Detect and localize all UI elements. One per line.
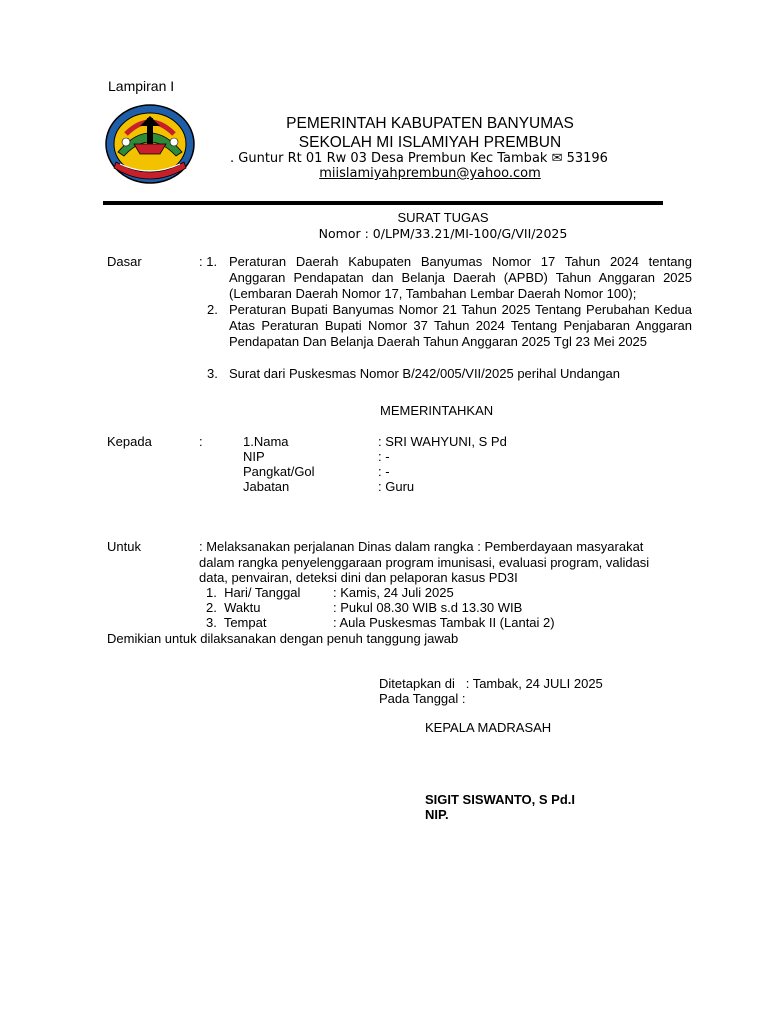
kepada-key-jabatan: Jabatan xyxy=(243,479,290,494)
ditetapkan-line: Ditetapkan di : Tambak, 24 JULI 2025 xyxy=(379,676,603,691)
untuk-key-tempat: 3. Tempat xyxy=(206,615,267,630)
letter-title: SURAT TUGAS xyxy=(397,210,489,225)
banyumas-emblem-icon xyxy=(104,104,196,186)
dasar-item-2-num: 2. xyxy=(207,302,218,317)
header-government: PEMERINTAH KABUPATEN BANYUMAS xyxy=(286,115,574,132)
header-divider xyxy=(103,201,663,205)
closing-statement: Demikian untuk dilaksanakan dengan penuh tanggung jawab xyxy=(107,631,459,646)
untuk-label: Untuk xyxy=(107,539,141,554)
letter-number: Nomor : 0/LPM/33.21/MI-100/G/VII/2025 xyxy=(318,226,568,241)
dasar-label: Dasar xyxy=(107,254,142,269)
dasar-item-2: Peraturan Bupati Banyumas Nomor 21 Tahun 2025 Tentang Perubahan Kedua Atas Peraturan Bupati Nomor 37 Tahun 2024 Tentang Penjabaran Anggaran Pendapatan Dan Belanja Daerah Tahun Anggaran 2025 Tgl 23 Mei 2025 xyxy=(229,302,692,349)
signer-nip: NIP. xyxy=(425,807,449,822)
untuk-key-waktu: 2. Waktu xyxy=(206,600,261,615)
untuk-line-3: data, penvairan, deteksi dini dan pelaporan kasus PD3I xyxy=(199,570,518,585)
dasar-item-3: Surat dari Puskesmas Nomor B/242/005/VII/2025 perihal Undangan xyxy=(229,366,620,381)
dasar-colon: : 1. xyxy=(199,254,218,269)
kepada-key-pangkat: Pangkat/Gol xyxy=(243,464,315,479)
untuk-line-2: dalam rangka penyelenggaraan program imunisasi, evaluasi program, validasi xyxy=(199,555,650,570)
dasar-item-3-num: 3. xyxy=(207,366,218,381)
header-school: SEKOLAH MI ISLAMIYAH PREMBUN xyxy=(298,134,562,151)
untuk-value-hari: : Kamis, 24 Juli 2025 xyxy=(333,585,454,600)
kepada-value-nama: : SRI WAHYUNI, S Pd xyxy=(378,434,507,449)
untuk-key-hari: 1. Hari/ Tanggal xyxy=(206,585,301,600)
kepada-colon: : xyxy=(199,434,203,449)
kepada-key-nama: 1.Nama xyxy=(243,434,289,449)
kepada-value-pangkat: : - xyxy=(378,464,390,479)
untuk-value-tempat: : Aula Puskesmas Tambak II (Lantai 2) xyxy=(333,615,555,630)
kepada-key-nip: NIP xyxy=(243,449,265,464)
kepala-madrasah-title: KEPALA MADRASAH xyxy=(425,720,552,735)
kepada-value-nip: : - xyxy=(378,449,390,464)
untuk-value-waktu: : Pukul 08.30 WIB s.d 13.30 WIB xyxy=(333,600,523,615)
lampiran-label: Lampiran I xyxy=(108,78,175,94)
kepada-label: Kepada xyxy=(107,434,152,449)
memerintahkan-heading: MEMERINTAHKAN xyxy=(380,403,494,418)
header-email-link[interactable]: miislamiyahprembun@yahoo.com xyxy=(319,166,541,181)
signer-name: SIGIT SISWANTO, S Pd.I xyxy=(425,792,576,807)
header-address: . Guntur Rt 01 Rw 03 Desa Prembun Kec Tambak ✉ 53196 xyxy=(230,151,608,166)
dasar-item-1: Peraturan Daerah Kabupaten Banyumas Nomor 17 Tahun 2024 tentang Anggaran Pendapatan dan Belanja Daerah (APBD) Tahun Anggaran 2025 (Lembaran Daerah Nomor 17, Tambahan Lembar Daerah Nomor 100); xyxy=(229,254,692,301)
pada-tanggal-line: Pada Tanggal : xyxy=(379,691,466,706)
untuk-line-1: : Melaksanakan perjalanan Dinas dalam rangka : Pemberdayaan masyarakat xyxy=(199,539,644,554)
kepada-value-jabatan: : Guru xyxy=(378,479,415,494)
